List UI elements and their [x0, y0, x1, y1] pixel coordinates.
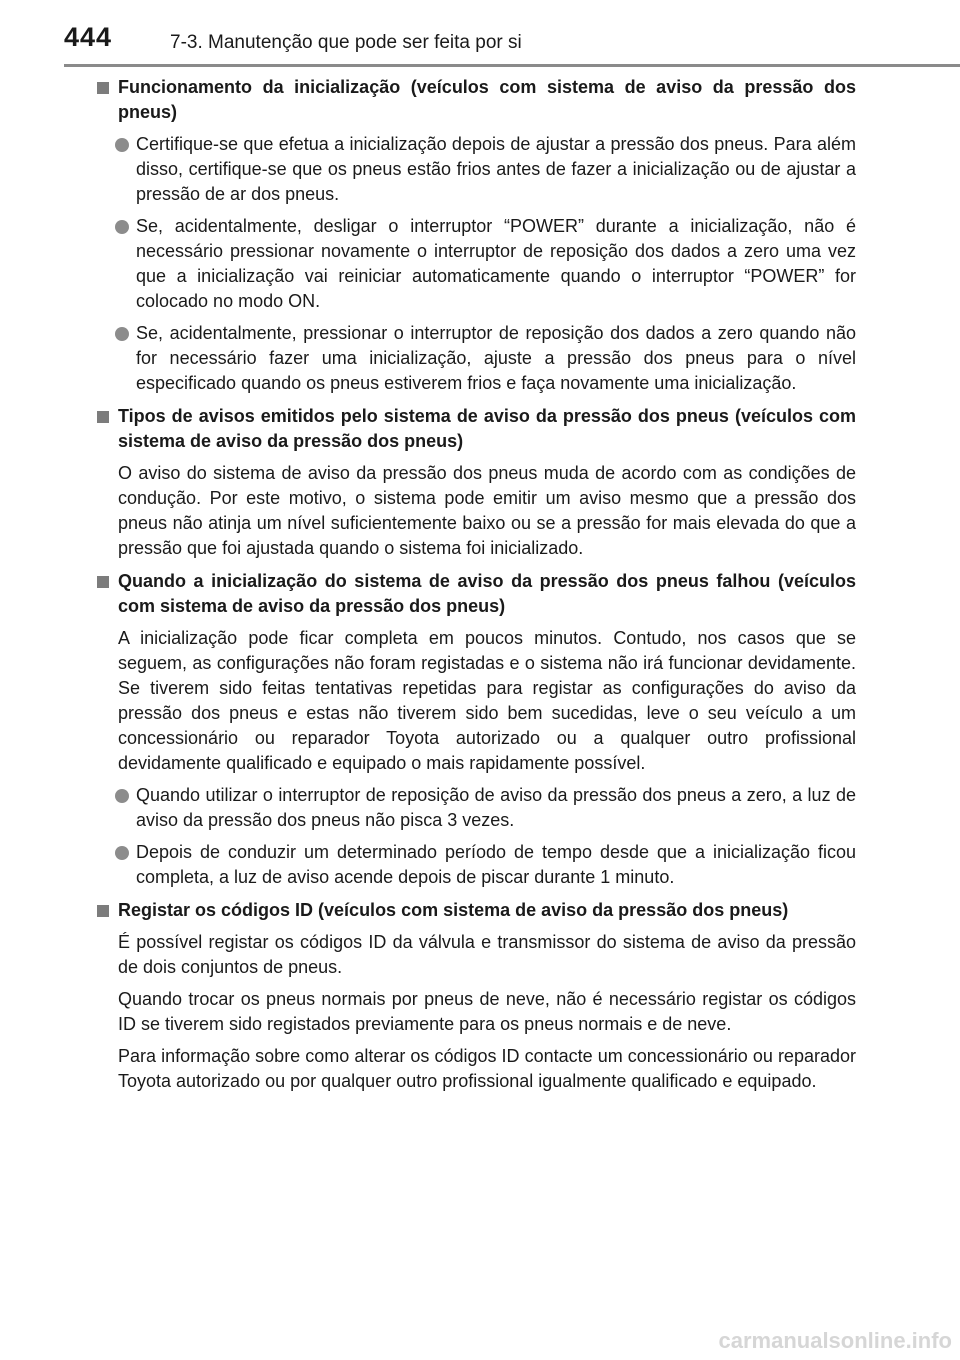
body-paragraph: A inicialização pode ficar completa em poucos minutos. Contudo, nos casos que se seguem, as configurações não foram registadas e o sistema não irá funcionar devidamente. Se tiverem sido feitas tentativas repetidas para registar as configurações do aviso da pressão dos pneus e estas não tiverem sido bem sucedidas, leve o seu veículo a um concessionário ou reparador Toyota autorizado ou a qualquer outro profissional devidamente qualificado e equipado o mais rapidamente possível.	[118, 628, 856, 773]
header-divider	[64, 64, 960, 67]
list-item-text: Certifique-se que efetua a inicialização depois de ajustar a pressão dos pneus. Para além disso, certifique-se que os pneus estão frios antes de fazer a inicialização ou de ajustar a pressão de ar dos pneus.	[136, 134, 856, 204]
list-item-text: Quando utilizar o interruptor de reposição de aviso da pressão dos pneus a zero, a luz de aviso da pressão dos pneus não pisca 3 vezes.	[136, 785, 856, 830]
body-paragraph: Quando trocar os pneus normais por pneus de neve, não é necessário registar os códigos ID se tiverem sido registados previamente para os pneus normais e de neve.	[118, 989, 856, 1034]
square-bullet-icon	[97, 905, 109, 917]
body-paragraph: O aviso do sistema de aviso da pressão dos pneus muda de acordo com as condições de condução. Por este motivo, o sistema pode emitir um aviso mesmo que a pressão dos pneus não atinja um nível suficientemente baixo ou se a pressão for mais elevada do que a pressão que foi ajustada quando o sistema foi inicializado.	[118, 463, 856, 558]
chapter-section-title: 7-3. Manutenção que pode ser feita por si	[170, 32, 522, 53]
circle-bullet-icon	[115, 138, 129, 152]
square-bullet-icon	[97, 576, 109, 588]
list-item	[94, 132, 856, 207]
list-item	[94, 840, 856, 890]
section-warning-types	[94, 404, 856, 561]
watermark: carmanualsonline.info	[718, 1328, 952, 1353]
section-heading-text: Tipos de avisos emitidos pelo sistema de aviso da pressão dos pneus (veículos com sistema de aviso da pressão dos pneus)	[118, 406, 856, 451]
section-heading-text: Registar os códigos ID (veículos com sistema de aviso da pressão dos pneus)	[118, 900, 789, 920]
section-heading-text: Quando a inicialização do sistema de aviso da pressão dos pneus falhou (veículos com sistema de aviso da pressão dos pneus)	[118, 571, 856, 616]
square-bullet-icon	[97, 82, 109, 94]
page-content	[94, 75, 856, 1102]
list-item	[94, 783, 856, 833]
square-bullet-icon	[97, 411, 109, 423]
page-number: 444	[64, 22, 113, 52]
section-heading-text: Funcionamento da inicialização (veículos com sistema de aviso da pressão dos pneus)	[118, 77, 856, 122]
section-register-id-codes	[94, 898, 856, 1094]
circle-bullet-icon	[115, 220, 129, 234]
body-paragraph: É possível registar os códigos ID da válvula e transmissor do sistema de aviso da pressão de dois conjuntos de pneus.	[118, 932, 856, 977]
section-heading	[94, 569, 856, 619]
list-item-text: Se, acidentalmente, pressionar o interruptor de reposição dos dados a zero quando não for necessário fazer uma inicialização, ajuste a pressão dos pneus para o nível especificado quando os pneus estiverem frios e faça novamente uma inicialização.	[136, 323, 856, 393]
section-initialization-failed	[94, 569, 856, 890]
body-paragraph: Para informação sobre como alterar os códigos ID contacte um concessionário ou reparador Toyota autorizado ou por qualquer outro profissional igualmente qualificado e equipado.	[118, 1046, 856, 1091]
list-item-text: Se, acidentalmente, desligar o interruptor “POWER” durante a inicialização, não é necessário pressionar novamente o interruptor de reposição dos dados a zero uma vez que a inicialização vai reiniciar automaticamente quando o interruptor “POWER” for colocado no modo ON.	[136, 216, 856, 311]
circle-bullet-icon	[115, 327, 129, 341]
list-item-text: Depois de conduzir um determinado período de tempo desde que a inicialização ficou completa, a luz de aviso acende depois de piscar durante 1 minuto.	[136, 842, 856, 887]
page-header	[0, 0, 960, 70]
list-item	[94, 214, 856, 314]
section-initialization-operation	[94, 75, 856, 396]
section-heading	[94, 75, 856, 125]
circle-bullet-icon	[115, 789, 129, 803]
section-heading	[94, 404, 856, 454]
list-item	[94, 321, 856, 396]
section-heading	[94, 898, 856, 923]
circle-bullet-icon	[115, 846, 129, 860]
